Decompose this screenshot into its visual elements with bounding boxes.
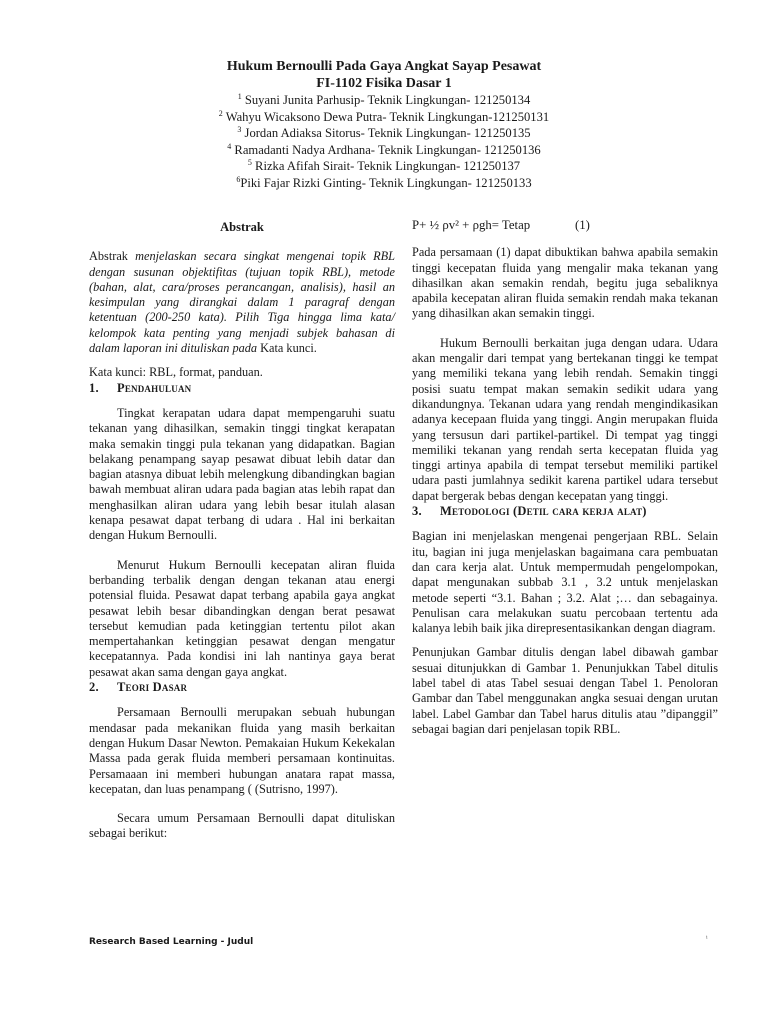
abstract-heading: Abstrak [220,220,264,234]
paragraph: Pada persamaan (1) dapat dibuktikan bahwa apabila semakin tinggi kecepatan fluida yang mengalir maka tekanan yang dihasilkan akan semakin rendah, begitu juga sebaliknya apabila kecepatan aliran fluida semakin rendah maka tekanan yang dihasilkan akan semakin tinggi. [412,245,718,321]
abstract-tail: Kata kunci. [257,341,317,356]
section-number: 2. [89,680,99,695]
section-heading-1 [89,381,395,396]
author-name: Jordan Adiaksa Sitorus- Teknik Lingkungan- 121250135 [241,126,531,141]
author-index: 5 [247,158,252,168]
section-title: Pendahuluan [117,380,192,395]
author-name: Piki Fajar Rizki Ginting- Teknik Lingkungan- 121250133 [240,175,532,190]
author-index: 2 [218,108,223,118]
author-index: 1 [237,91,242,101]
author-line [0,92,768,109]
abstract-lead: Abstrak [89,249,136,264]
author-name: Wahyu Wicaksono Dewa Putra- Teknik Lingkungan-121250131 [222,109,550,124]
author-name: Rizka Afifah Sirait- Teknik Lingkungan- 121250137 [251,159,521,174]
author-line [0,109,768,126]
paragraph: Bagian ini menjelaskan mengenai pengerjaan RBL. Selain itu, bagian ini juga menjelaskan bagaimana cara pembuatan dan cara kerja alat. Untuk mempermudah pengelompokan, dapat mengunakan subbab 3.1 , 3.2 untuk menjelaskan metode seperti “3.1. Bahan ; 3.2. Alat ;… dan sebagainya. Penulisan cara melakukan suatu percobaan tertentu ada kalanya lebih baik jika direpresentasikankan dengan diagram. [412,529,718,636]
author-index: 6 [236,174,241,184]
paper-title: Hukum Bernoulli Pada Gaya Angkat Sayap Pesawat [226,59,542,74]
author-line [0,125,768,142]
author-line [0,175,768,192]
page-mark: ⁱ [706,934,708,943]
section-heading-3 [412,504,718,519]
section-number: 1. [89,380,99,395]
right-column [412,218,718,737]
paragraph: Tingkat kerapatan udara dapat mempengaruhi suatu tekanan yang dihasilkan, semakin tinggi tingkat kerapatan maka semakin tinggi pula tekanan yang didapatkan. Bagian belakang penampang sayap pesawat dibuat lebih datar dan bagian atasnya dibuat lebih melengkung dibandingkan bagian bawah membuat aliran udara pada bagian atas lebih rapat dan menghasilkan aliran udara yang lebih besar itulah alasan kenapa pesawat dapat terbang di udara . Hal ini berkaitan dengan Hukum Bernoulli. [89,405,395,543]
keywords: Kata kunci: RBL, format, panduan. [89,365,263,380]
paragraph: Persamaan Bernoulli merupakan sebuah hubungan mendasar pada mekanikan fluida yang masih berkaitan dengan Hukum Dasar Newton. Pemakaian Hukum Kekekalan Massa pada gerak fluida memberi persamaan kontinuitas. Persamaaan ini memberi hubungan anatara rapat massa, kecepatan, dan luas penampang ( (Sutrisno, 1997). [89,705,395,796]
author-line [0,158,768,175]
section-title: Teori Dasar [117,680,188,695]
section-heading-2 [89,680,395,695]
abstract-text [89,249,395,356]
equation-number: (1) [574,218,590,232]
paragraph: Secara umum Persamaan Bernoulli dapat dituliskan sebagai berikut: [89,811,395,841]
author-name: Suyani Junita Parhusip- Teknik Lingkungan- 121250134 [241,93,531,107]
author-name: Ramadanti Nadya Ardhana- Teknik Lingkungan- 121250136 [231,142,541,157]
abstract-body: menjelaskan secara singkat mengenai topik RBL dengan susunan objektifitas (tujuan topik RBL), metode (bahan, alat, cara/proses perancangan, analisis), hasil an kesimpulan yang dirangkai dalam 1 paragraf dengan ketentuan (200-250 kata). Pilih Tiga hingga lima kata/ kelompok kata penting yang menjadi subjek bahasan di dalam laporan ini dituliskan pada [89,249,395,356]
section-title: Metodologi (Detil cara kerja alat) [440,504,647,519]
author-index: 4 [227,141,232,151]
paragraph: Menurut Hukum Bernoulli kecepatan aliran fluida berbanding terbalik dengan dengan tekanan atau energi potensial fluida. Pesawat dapat terbang apabila gaya angkat pesawat lebih besar dibandingkan dengan berat pesawat tersebut kemudian pada ketinggian tertentu pilot akan mempertahankan ketinggian pesawat dengan mengatur kecepatannya. Pada kondisi ini lah nantinya gaya berat pesawat akan sama dengan gaya angkat. [89,557,395,679]
bernoulli-equation [412,218,718,233]
section-number: 3. [412,504,422,519]
page-footer: Research Based Learning - Judul [89,937,254,947]
author-index: 3 [237,125,242,134]
paragraph: Hukum Bernoulli berkaitan juga dengan udara. Udara akan mengalir dari tempat yang bertekanan tinggi ke tempat yang memiliki tekana yang lebih rendah. Semakin tinggi posisi suatu tempat makan semakin sedikit udara yang dikandungnya. Tekanan udara yang rendah mengindikasikan adanya kecepaan fluida yang tinggi. Angin merupakan fluida yang tersusun dari partikel-partikel. Di tempat yag tinggi memiliki tekanan yang rendah serta kecepatan fluida yag tinggi artinya apabila di tempat tersebut memiliki partikel udara pasti jumlahnya sedikit karena partikel udara tersebut dapat bergerak bebas dengan kecepatan yang tinggi. [412,335,718,503]
course-code: FI-1102 Fisika Dasar 1 [316,76,452,91]
equation-text: P+ ½ ρv² + ρgh= Tetap [412,218,531,232]
left-column [89,218,395,842]
paragraph: Penunjukan Gambar ditulis dengan label dibawah gambar sesuai ditunjukkan di Gambar 1. Penunjukkan Tabel ditulis label tabel di atas Tabel sesuai dengan Tabel 1. Penoloran Gambar dan Tabel menggunakan angka sesuai dengan urutan label. Label Gambar dan Tabel harus ditulis atau ”dipanggil” sebagai bagian dari penjelasan topik RBL. [412,645,718,736]
paper-header [0,58,768,192]
author-line [0,142,768,159]
